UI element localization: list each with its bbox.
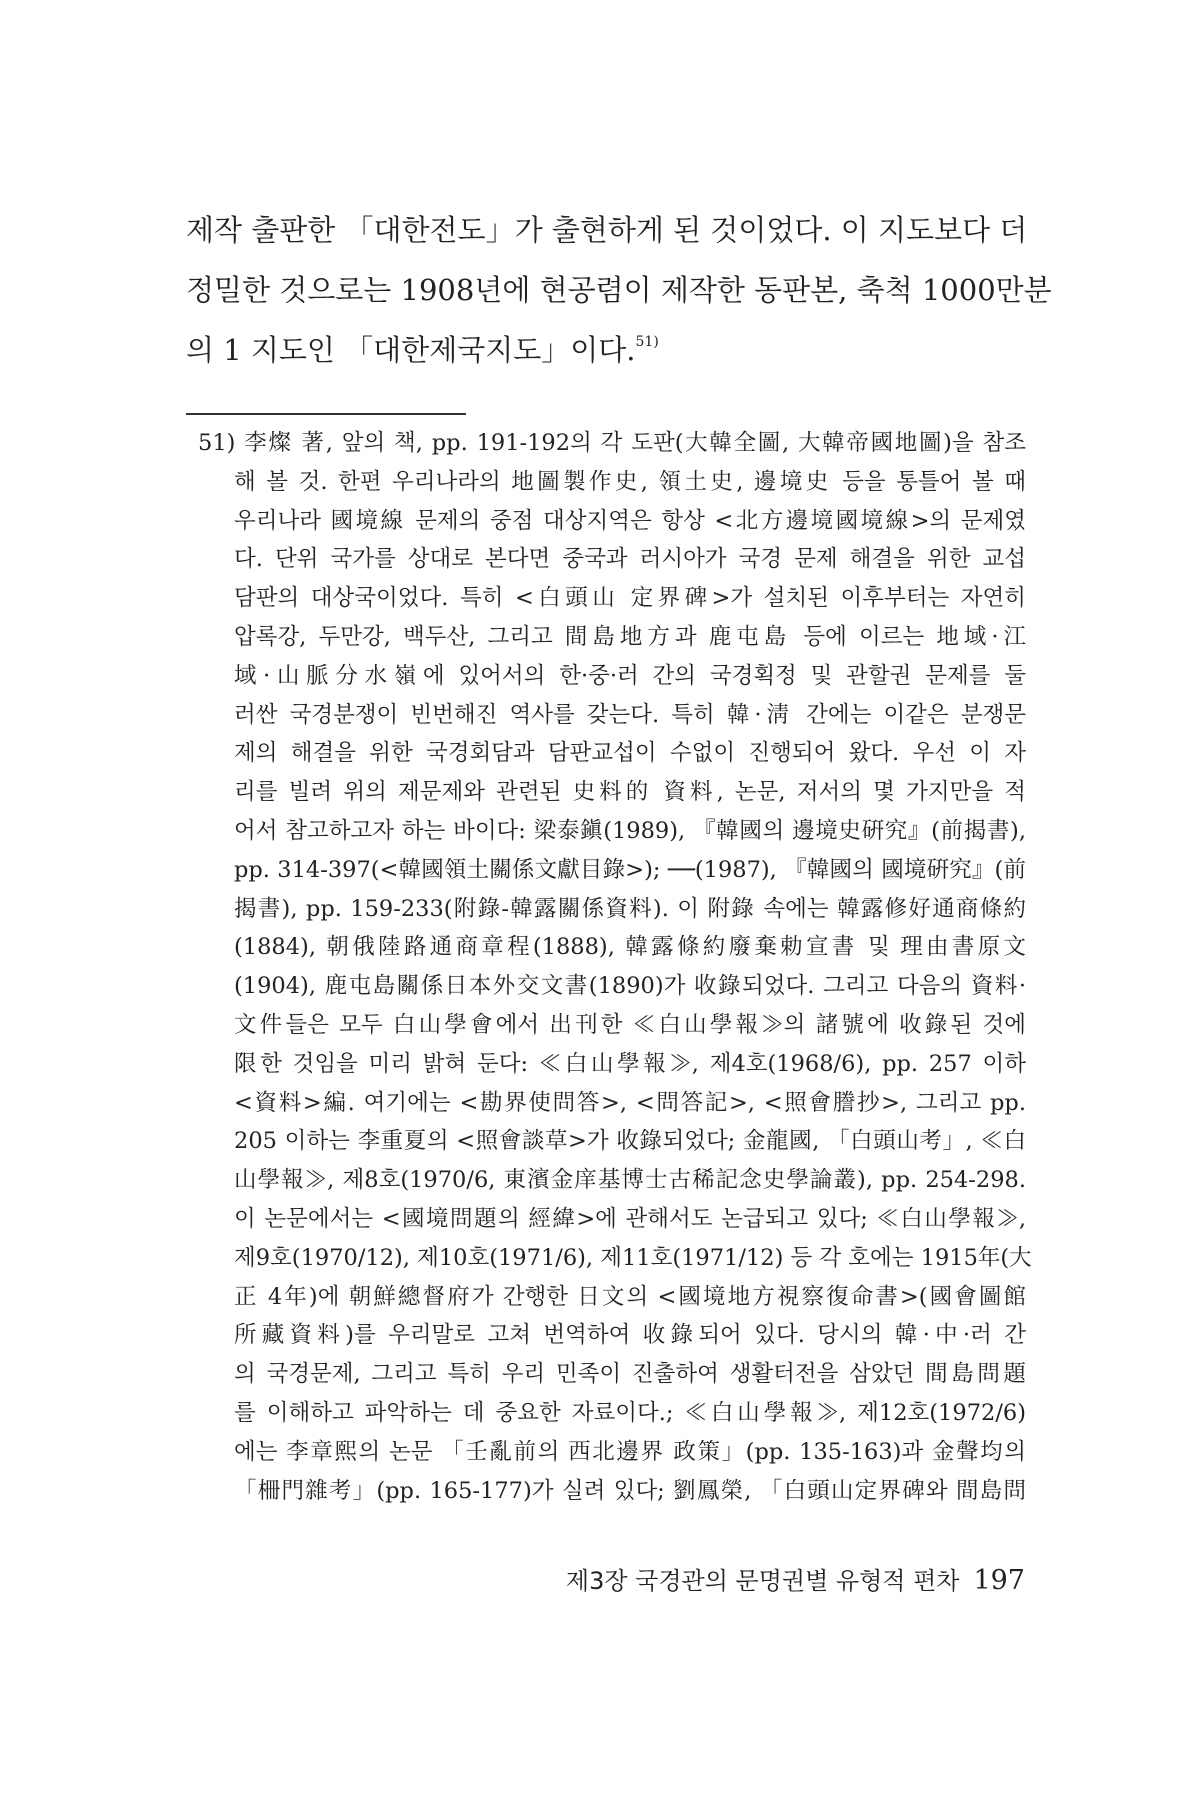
body-paragraph — [186, 200, 1052, 380]
footnote-line: 제9호(1970/12), 제10호(1971/6), 제11호(1971/12) 등 각 호에는 1915年(大 — [234, 1244, 1032, 1271]
page-number: 197 — [973, 1565, 1025, 1596]
footnote-line: 이 논문에서는 <國境問題의 經緯>에 관해서도 논급되고 있다; ≪白山學報≫, — [234, 1205, 1026, 1232]
footnote-line: 우리나라 國境線 문제의 중점 대상지역은 항상 <北方邊境國境線>의 문제였 — [234, 507, 1026, 534]
footnote-line: 리를 빌려 위의 제문제와 관련된 史料的 資料, 논문, 저서의 몇 가지만을 적 — [234, 779, 1026, 806]
footnote-line: 「柵門雜考」(pp. 165-177)가 실려 있다; 劉鳳榮, 「白頭山定界碑와 間島問 — [234, 1477, 1026, 1504]
footnote-line: 다. 단위 국가를 상대로 본다면 중국과 러시아가 국경 문제 해결을 위한 교섭 — [234, 546, 1026, 573]
footnote-line: 담판의 대상국이었다. 특히 <白頭山 定界碑>가 설치된 이후부터는 자연히 — [234, 585, 1026, 612]
body-line — [186, 320, 1026, 380]
footnote-line: 正 4年)에 朝鮮總督府가 간행한 日文의 <國境地方視察復命書>(國會圖館 — [234, 1283, 1026, 1310]
footnote-line: 를 이해하고 파악하는 데 중요한 자료이다.; ≪白山學報≫, 제12호(1972/6) — [234, 1399, 1026, 1426]
footnote-line: pp. 314-397(<韓國領土關係文獻目錄>); ──(1987), 『韓國의 國境硏究』(前 — [234, 856, 1026, 883]
footnote-line: (1884), 朝俄陸路通商章程(1888), 韓露條約廢棄勅宣書 및 理由書原文 — [234, 934, 1026, 961]
footnote-line: 山學報≫, 제8호(1970/6, 東濱金庠基博士古稀記念史學論叢), pp. 254-298. — [234, 1167, 1026, 1194]
footnote-line: 揭書), pp. 159-233(附錄-韓露關係資料). 이 附錄 속에는 韓露修好通商條約 — [234, 895, 1026, 922]
footnote-line: 해 볼 것. 한편 우리나라의 地圖製作史, 領土史, 邊境史 등을 통틀어 볼 때 — [234, 468, 1026, 495]
footnote-line: 所藏資料)를 우리말로 고쳐 번역하여 收錄되어 있다. 당시의 韓·中·러 간 — [234, 1322, 1026, 1349]
footnote-line: 文件들은 모두 白山學會에서 出刊한 ≪白山學報≫의 諸號에 收錄된 것에 — [234, 1011, 1026, 1038]
footnote-line: 域·山脈分水嶺에 있어서의 한·중·러 간의 국경획정 및 관할권 문제를 둘 — [234, 662, 1026, 689]
chapter-title: 제3장 국경관의 문명권별 유형적 편차 — [565, 1567, 960, 1595]
footnote-line: 어서 참고하고자 하는 바이다: 梁泰鎭(1989), 『韓國의 邊境史硏究』(前揭書), — [234, 817, 1026, 844]
running-footer — [545, 1561, 1025, 1601]
footnote-line: 압록강, 두만강, 백두산, 그리고 間島地方과 鹿屯島 등에 이르는 地域·江 — [234, 623, 1026, 650]
body-line: 정밀한 것으로는 1908년에 현공렴이 제작한 동판본, 축척 1000만분 — [186, 273, 1052, 307]
footnote-line: 러싼 국경분쟁이 빈번해진 역사를 갖는다. 특히 韓·淸 간에는 이같은 분쟁문 — [234, 701, 1026, 728]
footnote-reference[interactable]: 51) — [635, 334, 659, 350]
footnote-line: 에는 李章熙의 논문 「壬亂前의 西北邊界 政策」(pp. 135-163)과 金聲均의 — [234, 1438, 1026, 1465]
footnote-line: 제의 해결을 위한 국경회담과 담판교섭이 수없이 진행되어 왔다. 우선 이 자 — [234, 740, 1026, 767]
body-line: 제작 출판한 「대한전도」가 출현하게 된 것이었다. 이 지도보다 더 — [186, 213, 1028, 247]
footnote-line: 205 이하는 李重夏의 <照會談草>가 收錄되었다; 金龍國, 「白頭山考」, ≪白 — [234, 1128, 1026, 1155]
footnote-line: <資料>編. 여기에는 <勘界使問答>, <問答記>, <照會謄抄>, 그리고 pp. — [234, 1089, 1026, 1116]
body-line-text: 의 1 지도인 「대한제국지도」이다. — [186, 333, 636, 367]
footnote-line: 의 국경문제, 그리고 특히 우리 민족이 진출하여 생활터전을 삼았던 間島問題 — [234, 1361, 1026, 1388]
footnote-separator — [186, 413, 466, 415]
footnote-51 — [186, 424, 1032, 1510]
footnote-line: 51) 李燦 著, 앞의 책, pp. 191-192의 각 도판(大韓全圖, 大韓帝國地圖)을 참조 — [198, 430, 1026, 456]
footnote-line: (1904), 鹿屯島關係日本外交文書(1890)가 收錄되었다. 그리고 다음의 資料· — [234, 973, 1026, 1000]
footnote-line: 限한 것임을 미리 밝혀 둔다: ≪白山學報≫, 제4호(1968/6), pp. 257 이하 — [234, 1050, 1026, 1077]
